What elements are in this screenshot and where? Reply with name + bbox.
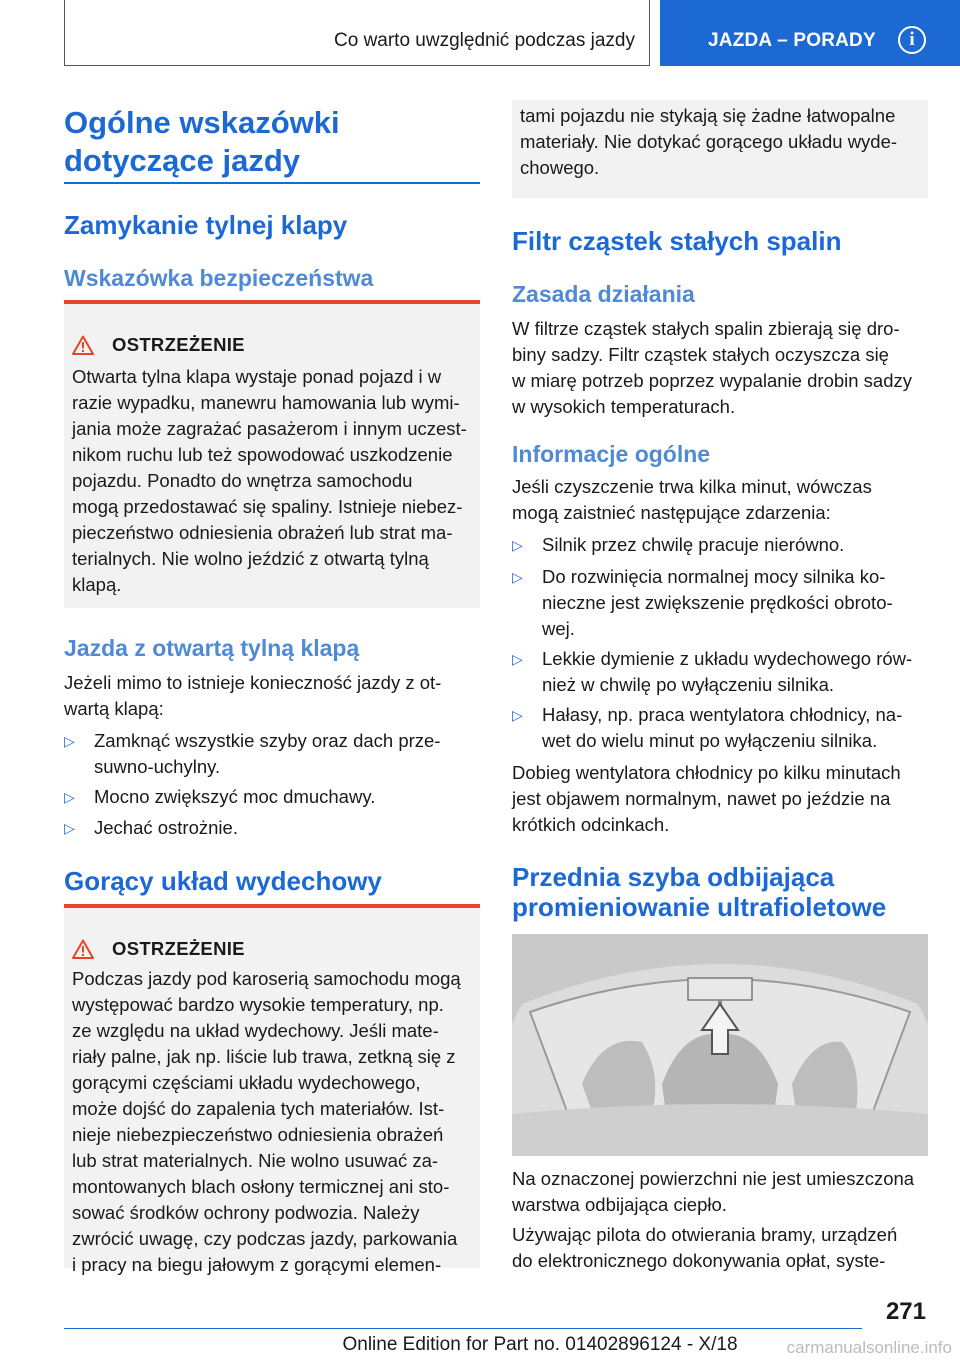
heading-line: promieniowanie ultrafioletowe [512, 892, 887, 922]
warning-line: riały palne, jak np. liście lub trawa, zetkną się z [72, 1046, 456, 1067]
warning-line: nieje niebezpieczeństwo odniesienia obrażeń [72, 1124, 444, 1145]
triangle-bullet-icon: ▷ [512, 569, 523, 585]
text-line: wet do wielu minut po wyłączeniu silnika. [542, 730, 878, 751]
text-line: nież w chwilę po wyłączeniu silnika. [542, 674, 835, 695]
text-line: Jeśli czyszczenie trwa kilka minut, wówczas [512, 476, 872, 497]
footer-rule [64, 1328, 862, 1329]
text-line: Do rozwinięcia normalnej mocy silnika ko- [542, 566, 886, 587]
warning-text [72, 364, 474, 598]
triangle-bullet-icon: ▷ [512, 707, 523, 723]
warning-line: Otwarta tylna klapa wystaje ponad pojazd i w [72, 366, 442, 387]
list-item [512, 564, 928, 642]
text-line: chowego. [520, 157, 600, 178]
warning-continuation-text [520, 103, 924, 181]
triangle-bullet-icon: ▷ [64, 789, 75, 805]
heading-windshield [512, 862, 886, 922]
text-line: w wysokich temperaturach. [512, 396, 736, 417]
warning-continuation-box [512, 100, 928, 198]
warning-line: terialnych. Nie wolno jeździć z otwartą tylną [72, 548, 429, 569]
text-line: Zamknąć wszystkie szyby oraz dach prze- [94, 730, 441, 751]
text-line: Mocno zwiększyć moc dmuchawy. [94, 786, 376, 807]
title-rule [64, 182, 480, 184]
text-line: krótkich odcinkach. [512, 814, 670, 835]
heading-exhaust: Gorący układ wydechowy [64, 866, 382, 896]
general-text [512, 474, 928, 526]
chapter-tab[interactable] [660, 0, 960, 66]
heading-general-info: Informacje ogólne [512, 441, 711, 467]
warning-line: nikom ruchu lub też spowodować uszkodzenie [72, 444, 453, 465]
text-line: nieczne jest zwiększenie prędkości obroto- [542, 592, 893, 613]
heading-safety-text: Wskazówka bezpieczeństwa [64, 265, 374, 291]
text-line: jest objawem normalnym, nawet po jeździe na [512, 788, 891, 809]
text-line: Jechać ostrożnie. [94, 817, 238, 838]
page-title-line-1: Ogólne wskazówki [64, 105, 340, 140]
warning-line: pojazdu. Ponadto do wnętrza samochodu [72, 470, 413, 491]
remote-text [512, 1222, 928, 1274]
triangle-bullet-icon: ▷ [64, 820, 75, 836]
heading-particle-filter: Filtr cząstek stałych spalin [512, 226, 842, 256]
page-number: 271 [885, 1298, 926, 1325]
warning-line: Podczas jazdy pod karoserią samochodu mogą [72, 968, 461, 989]
warning-line: montowanych blach osłony termicznej ani sto- [72, 1176, 450, 1197]
warning-line: występować bardzo wysokie temperatury, np. [72, 994, 444, 1015]
text-line: materiały. Nie dotykać gorącego układu wyde- [520, 131, 898, 152]
text-line: wartą klapą: [64, 698, 164, 719]
warning-line: jania może zagrażać pasażerom i innym uczest- [72, 418, 467, 439]
triangle-bullet-icon: ▷ [512, 537, 523, 553]
warning-triangle-icon [72, 335, 94, 355]
warning-line: sować środków ochrony podwozia. Należy [72, 1202, 420, 1223]
heading-safety [64, 264, 373, 292]
chapter-title: JAZDA – PORADY [708, 30, 876, 51]
warning-line: ze względu na układ wydechowy. Jeśli mate- [72, 1020, 439, 1041]
figure-caption [512, 1166, 928, 1218]
warning-label: OSTRZEŻENIE [112, 938, 245, 959]
text-line: do elektronicznego dokonywania opłat, syste- [512, 1250, 886, 1271]
text-line: Na oznaczonej powierzchni nie jest umieszczona [512, 1168, 915, 1189]
heading-line: Przednia szyba odbijająca [512, 862, 835, 892]
warning-line: zwrócić uwagę, czy podczas jazdy, parkowania [72, 1228, 458, 1249]
text-line: mogą zaistnieć następujące zdarzenia: [512, 502, 831, 523]
text-line: W filtrze cząstek stałych spalin zbierają się dro- [512, 318, 900, 339]
warning-box-tailgate [64, 300, 480, 608]
text-line: suwno-uchylny. [94, 756, 221, 777]
list-item [512, 532, 928, 558]
section-title: Co warto uwzględnić podczas jazdy [334, 30, 635, 51]
text-line: warstwa odbijająca ciepło. [512, 1194, 727, 1215]
warning-box-exhaust [64, 904, 480, 1275]
heading-tailgate: Zamykanie tylnej klapy [64, 210, 348, 240]
text-line: Jeżeli mimo to istnieje konieczność jazdy z ot- [64, 672, 442, 693]
warning-text [72, 966, 474, 1278]
windshield-figure [512, 934, 928, 1156]
windshield-illustration [512, 934, 928, 1156]
text-line: biny sadzy. Filtr cząstek stałych oczyszcza się [512, 344, 889, 365]
triangle-bullet-icon: ▷ [512, 651, 523, 667]
warning-triangle-icon [72, 939, 94, 959]
warning-line: razie wypadku, manewru hamowania lub wymi- [72, 392, 460, 413]
list-item [64, 728, 480, 780]
warning-line: może dojść do zapalenia tych materiałów. Ist- [72, 1098, 445, 1119]
list-item [512, 646, 928, 698]
page-title [64, 104, 480, 180]
text-line: wej. [542, 618, 575, 639]
warning-line: mogą przedostawać się spaliny. Istnieje niebez- [72, 496, 463, 517]
fan-text [512, 760, 928, 838]
list-item [512, 702, 928, 754]
open-intro [64, 670, 480, 722]
text-line: Hałasy, np. praca wentylatora chłodnicy, na- [542, 704, 903, 725]
warning-line: i pracy na biegu jałowym z gorącymi elemen- [72, 1254, 442, 1275]
warning-line: klapą. [72, 574, 122, 595]
warning-line: gorącymi częściami układu wydechowego, [72, 1072, 421, 1093]
warning-heading [72, 938, 245, 960]
warning-line: lub strat materialnych. Nie wolno usuwać za- [72, 1150, 439, 1171]
text-line: Lekkie dymienie z układu wydechowego rów- [542, 648, 913, 669]
warning-heading [72, 334, 245, 356]
watermark: carmanualsonline.info [786, 1338, 952, 1357]
principle-text [512, 316, 928, 420]
footer-edition: Online Edition for Part no. 01402896124 - X/18 [342, 1334, 738, 1355]
info-icon[interactable]: i [898, 26, 926, 54]
warning-label: OSTRZEŻENIE [112, 334, 245, 355]
text-line: Silnik przez chwilę pracuje nierówno. [542, 534, 845, 555]
heading-open-drive: Jazda z otwartą tylną klapą [64, 635, 360, 661]
text-line: Używając pilota do otwierania bramy, urządzeń [512, 1224, 898, 1245]
text-line: tami pojazdu nie stykają się żadne łatwopalne [520, 105, 896, 126]
list-item [64, 784, 480, 810]
heading-principle: Zasada działania [512, 281, 695, 307]
warning-line: pieczeństwo odniesienia obrażeń lub strat ma- [72, 522, 453, 543]
text-line: w miarę potrzeb poprzez wypalanie drobin sadzy [512, 370, 913, 391]
triangle-bullet-icon: ▷ [64, 733, 75, 749]
text-line: Dobieg wentylatora chłodnicy po kilku minutach [512, 762, 901, 783]
page-title-line-2: dotyczące jazdy [64, 143, 301, 178]
list-item [64, 815, 480, 841]
section-header [64, 0, 650, 66]
